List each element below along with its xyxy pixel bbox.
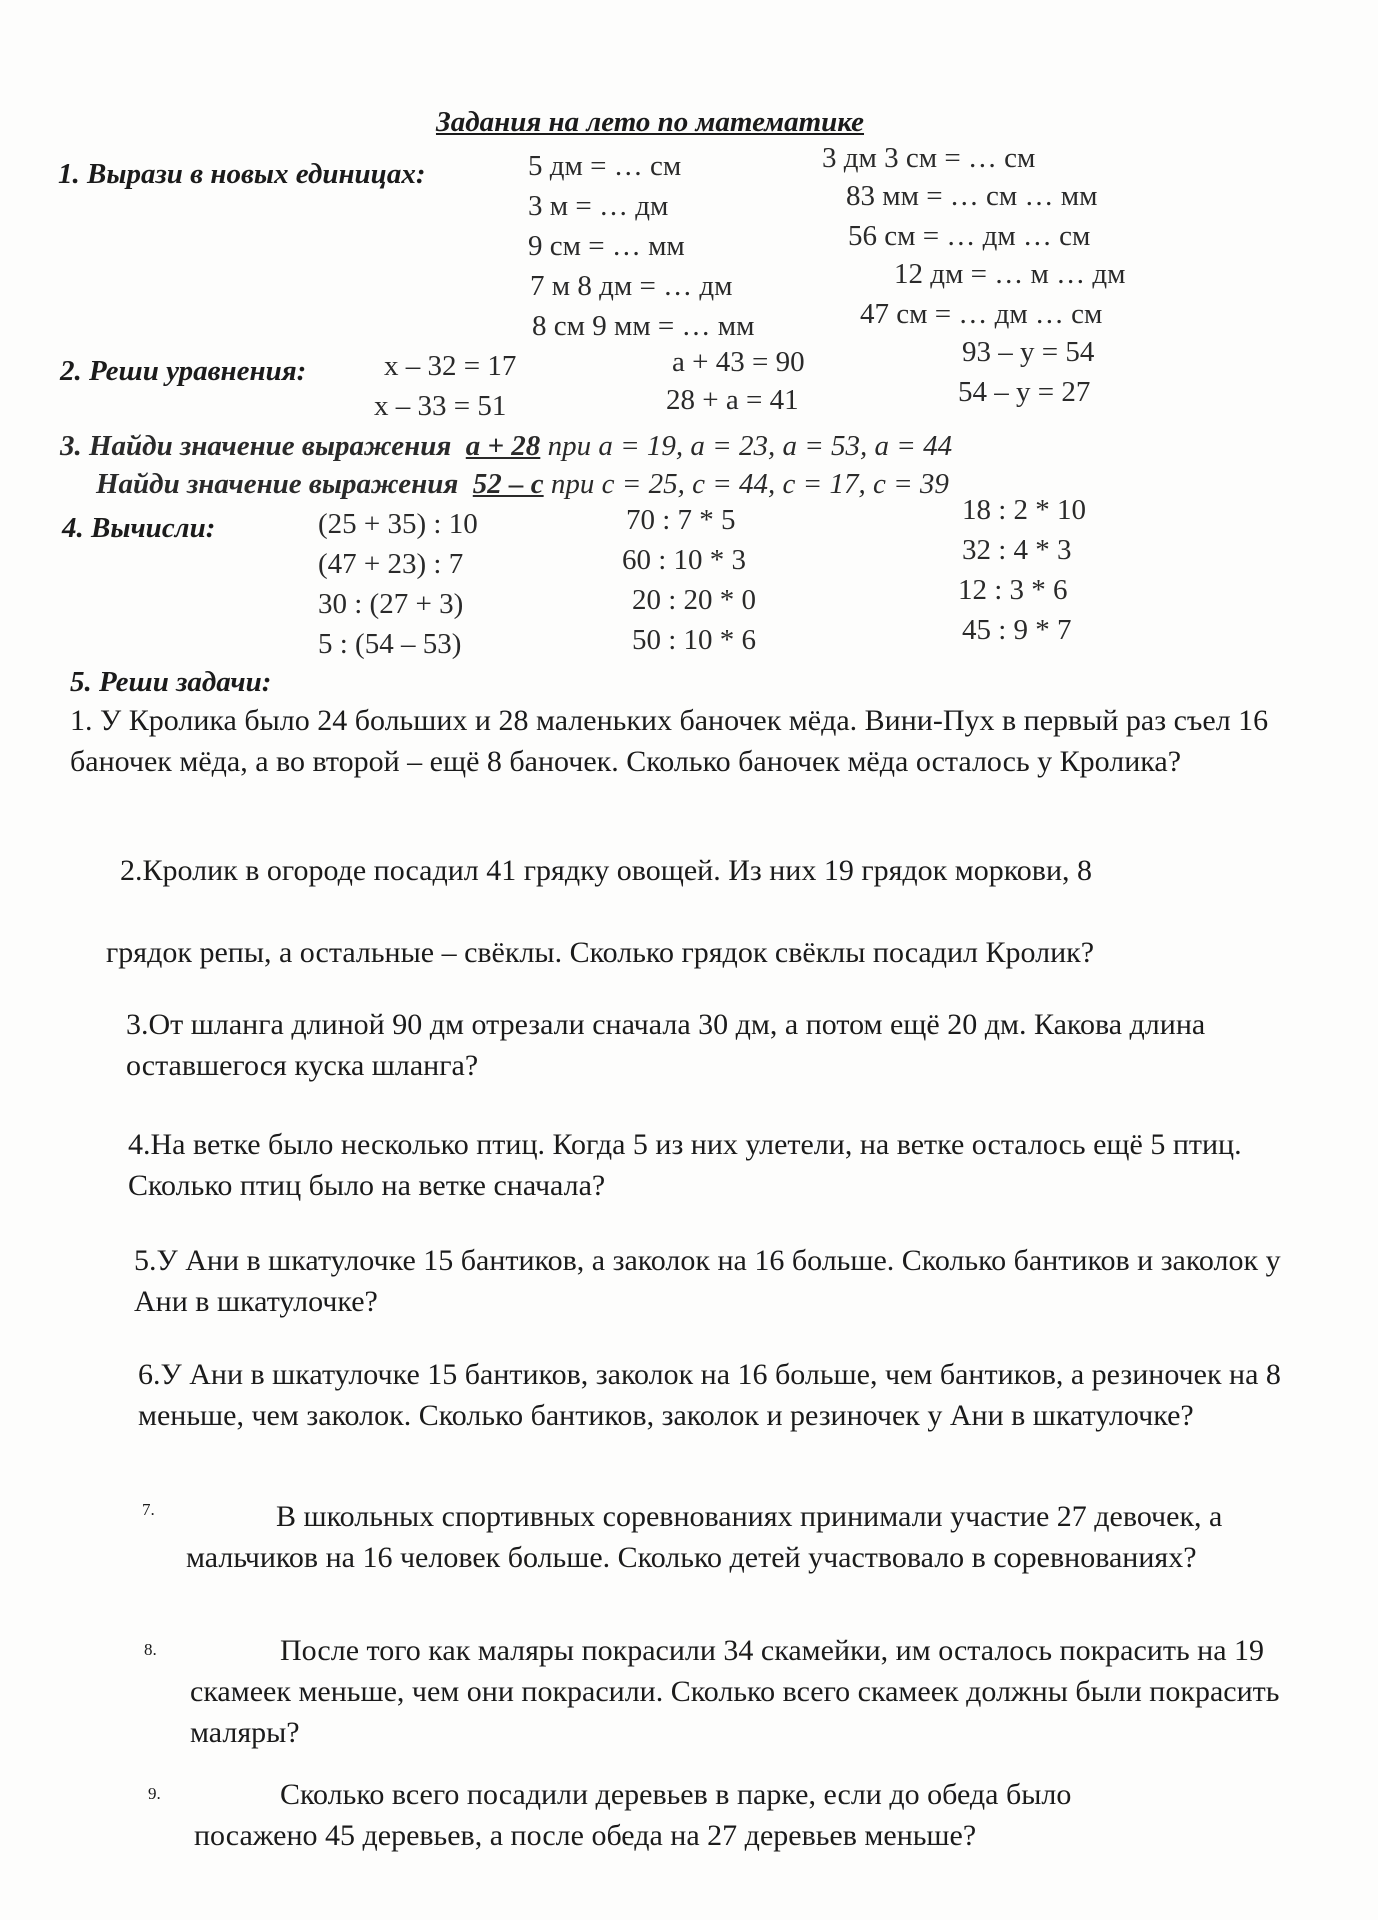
task3-line2 (96, 468, 949, 501)
word-problem: Сколько всего посадили деревьев в парке, если до обеда было посажено 45 деревьев, а после обеда на 27 деревьев меньше? (194, 1778, 1072, 1852)
task4-heading: 4. Вычисли: (62, 512, 216, 544)
word-problem: 1. У Кролика было 24 больших и 28 маленьких баночек мёда. Вини-Пух в первый раз съел 16 баночек мёда, а во второй – ещё 8 баночек. Сколько баночек мёда осталось у Кролика? (70, 704, 1269, 778)
word-problem: В школьных спортивных соревнованиях принимали участие 27 девочек, а мальчиков на 16 человек больше. Сколько детей участвовало в соревнованиях? (186, 1500, 1223, 1574)
calc-expression: (47 + 23) : 7 (318, 548, 464, 580)
calc-expression: 50 : 10 * 6 (632, 624, 757, 656)
word-problem: 6.У Ани в шкатулочке 15 бантиков, заколок на 16 больше, чем бантиков, а резиночек на 8 меньше, чем заколок. Сколько бантиков, заколок и резиночек у Ани в шкатулочке? (138, 1358, 1281, 1432)
calc-expression: 18 : 2 * 10 (962, 494, 1087, 526)
task1-col2-item: 12 дм = … м … дм (894, 258, 1126, 290)
calc-expression: (25 + 35) : 10 (318, 508, 478, 540)
task3-line2-heading: Найди значение выражения (96, 468, 459, 500)
task3-line1 (60, 430, 952, 463)
task1-col1-item: 8 см 9 мм = … мм (532, 310, 755, 342)
task3-line1-heading: 3. Найди значение выражения (60, 430, 452, 462)
word-problem: 5.У Ани в шкатулочке 15 бантиков, а заколок на 16 больше. Сколько бантиков и заколок у Ани в шкатулочке? (134, 1244, 1281, 1318)
task3-line2-expression: 52 – с (472, 468, 544, 500)
calc-expression: 20 : 20 * 0 (632, 584, 757, 616)
task1-col2-item: 47 см = … дм … см (860, 298, 1103, 330)
calc-expression: 30 : (27 + 3) (318, 588, 464, 620)
word-problem-line: грядок репы, а остальные – свёклы. Сколько грядок свёклы посадил Кролик? (106, 936, 1095, 969)
task1-col1-item: 9 см = … мм (528, 230, 685, 262)
task3-line1-expression: а + 28 (465, 430, 541, 462)
task2-heading: 2. Реши уравнения: (60, 355, 307, 387)
calc-expression: 60 : 10 * 3 (622, 544, 747, 576)
task3-line1-values: при а = 19, а = 23, а = 53, а = 44 (540, 430, 953, 462)
calc-expression: 32 : 4 * 3 (962, 534, 1072, 566)
word-problem: 4.На ветке было несколько птиц. Когда 5 из них улетели, на ветке осталось ещё 5 птиц. Сколько птиц было на ветке сначала? (128, 1128, 1242, 1202)
equation: 28 + а = 41 (666, 384, 799, 416)
calc-expression: 45 : 9 * 7 (962, 614, 1072, 646)
task1-col2-item: 83 мм = … см … мм (846, 180, 1098, 212)
task1-col1-item: 5 дм = … см (528, 150, 682, 182)
page-title: Задания на лето по математике (435, 106, 865, 138)
equation: 93 – у = 54 (962, 336, 1095, 368)
problem-number: 7. (142, 1500, 155, 1519)
task5-heading: 5. Реши задачи: (70, 666, 272, 698)
word-problem: 3.От шланга длиной 90 дм отрезали сначала 30 дм, а потом ещё 20 дм. Какова длина оставшегося куска шланга? (126, 1008, 1206, 1082)
calc-expression: 5 : (54 – 53) (318, 628, 462, 660)
calc-expression: 12 : 3 * 6 (958, 574, 1068, 606)
task1-col2-item: 3 дм 3 см = … см (822, 142, 1036, 174)
task1-col1-item: 3 м = … дм (528, 190, 669, 222)
task1-col2-item: 56 см = … дм … см (848, 220, 1091, 252)
task1-col1-item: 7 м 8 дм = … дм (530, 270, 733, 302)
word-problem-line: 2.Кролик в огороде посадил 41 грядку овощей. Из них 19 грядок моркови, 8 (120, 854, 1093, 887)
problem-number: 8. (144, 1640, 157, 1659)
calc-expression: 70 : 7 * 5 (626, 504, 736, 536)
task1-heading: 1. Вырази в новых единицах: (58, 158, 426, 190)
word-problem: После того как маляры покрасили 34 скамейки, им осталось покрасить на 19 скамеек меньше, чем они покрасили. Сколько всего скамеек должны были покрасить маляры? (190, 1634, 1280, 1749)
equation: 54 – у = 27 (958, 376, 1091, 408)
equation: х – 33 = 51 (374, 390, 507, 422)
equation: х – 32 = 17 (384, 350, 517, 382)
equation: а + 43 = 90 (672, 346, 805, 378)
task3-line2-values: при с = 25, с = 44, с = 17, с = 39 (543, 468, 949, 500)
problem-number: 9. (148, 1784, 161, 1803)
